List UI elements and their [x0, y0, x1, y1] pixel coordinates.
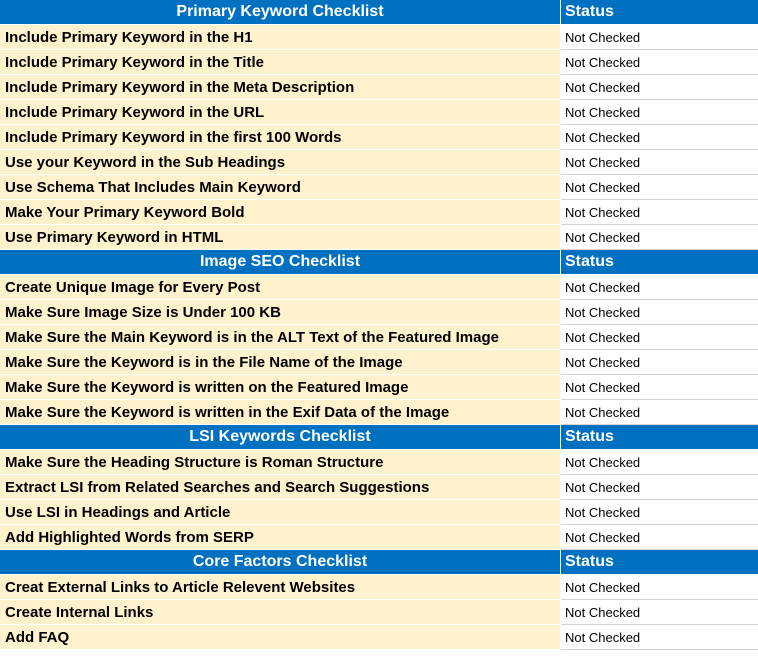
- section-header: [0, 550, 758, 575]
- checklist-item-label[interactable]: Make Sure the Heading Structure is Roman Structure: [0, 450, 561, 474]
- checklist-row: [0, 200, 758, 225]
- checklist-item-label[interactable]: Use LSI in Headings and Article: [0, 500, 561, 524]
- checklist-row: [0, 25, 758, 50]
- status-cell[interactable]: Not Checked: [561, 225, 758, 250]
- checklist-item-label[interactable]: Use your Keyword in the Sub Headings: [0, 150, 561, 174]
- checklist-row: [0, 375, 758, 400]
- checklist-item-label[interactable]: Make Sure the Keyword is written on the Featured Image: [0, 375, 561, 399]
- checklist-row: [0, 225, 758, 250]
- checklist-row: [0, 450, 758, 475]
- checklist-item-label[interactable]: Use Primary Keyword in HTML: [0, 225, 561, 249]
- checklist-row: [0, 100, 758, 125]
- section-core-factors: [0, 550, 758, 650]
- status-cell[interactable]: Not Checked: [561, 75, 758, 100]
- checklist-item-label[interactable]: Make Sure Image Size is Under 100 KB: [0, 300, 561, 324]
- status-cell[interactable]: Not Checked: [561, 450, 758, 475]
- section-image-seo: [0, 250, 758, 425]
- status-cell[interactable]: Not Checked: [561, 625, 758, 650]
- checklist-row: [0, 300, 758, 325]
- checklist-row: [0, 50, 758, 75]
- section-title: LSI Keywords Checklist: [0, 425, 561, 449]
- checklist-row: [0, 325, 758, 350]
- checklist-row: [0, 175, 758, 200]
- checklist-row: [0, 625, 758, 650]
- section-header: [0, 0, 758, 25]
- checklist-row: [0, 275, 758, 300]
- checklist-row: [0, 125, 758, 150]
- checklist-item-label[interactable]: Extract LSI from Related Searches and Search Suggestions: [0, 475, 561, 499]
- checklist-row: [0, 75, 758, 100]
- section-title: Primary Keyword Checklist: [0, 0, 561, 24]
- checklist-item-label[interactable]: Include Primary Keyword in the first 100 Words: [0, 125, 561, 149]
- status-cell[interactable]: Not Checked: [561, 400, 758, 425]
- section-header: [0, 250, 758, 275]
- status-cell[interactable]: Not Checked: [561, 600, 758, 625]
- section-primary-keyword: [0, 0, 758, 250]
- status-cell[interactable]: Not Checked: [561, 500, 758, 525]
- checklist-item-label[interactable]: Creat External Links to Article Relevent Websites: [0, 575, 561, 599]
- status-column-header: Status: [561, 425, 758, 449]
- status-cell[interactable]: Not Checked: [561, 200, 758, 225]
- checklist-row: [0, 350, 758, 375]
- status-cell[interactable]: Not Checked: [561, 125, 758, 150]
- status-cell[interactable]: Not Checked: [561, 325, 758, 350]
- checklist-item-label[interactable]: Make Your Primary Keyword Bold: [0, 200, 561, 224]
- checklist-item-label[interactable]: Make Sure the Keyword is written in the Exif Data of the Image: [0, 400, 561, 424]
- checklist-item-label[interactable]: Include Primary Keyword in the H1: [0, 25, 561, 49]
- checklist-item-label[interactable]: Include Primary Keyword in the Title: [0, 50, 561, 74]
- checklist-item-label[interactable]: Use Schema That Includes Main Keyword: [0, 175, 561, 199]
- checklist-row: [0, 500, 758, 525]
- status-cell[interactable]: Not Checked: [561, 175, 758, 200]
- status-cell[interactable]: Not Checked: [561, 350, 758, 375]
- status-cell[interactable]: Not Checked: [561, 475, 758, 500]
- section-title: Core Factors Checklist: [0, 550, 561, 574]
- checklist-item-label[interactable]: Add Highlighted Words from SERP: [0, 525, 561, 549]
- checklist-row: [0, 525, 758, 550]
- checklist-item-label[interactable]: Create Internal Links: [0, 600, 561, 624]
- checklist-row: [0, 400, 758, 425]
- status-cell[interactable]: Not Checked: [561, 300, 758, 325]
- section-title: Image SEO Checklist: [0, 250, 561, 274]
- status-cell[interactable]: Not Checked: [561, 575, 758, 600]
- status-cell[interactable]: Not Checked: [561, 525, 758, 550]
- status-cell[interactable]: Not Checked: [561, 375, 758, 400]
- status-column-header: Status: [561, 0, 758, 24]
- status-column-header: Status: [561, 550, 758, 574]
- section-header: [0, 425, 758, 450]
- status-column-header: Status: [561, 250, 758, 274]
- checklist-row: [0, 600, 758, 625]
- checklist-item-label[interactable]: Include Primary Keyword in the URL: [0, 100, 561, 124]
- status-cell[interactable]: Not Checked: [561, 275, 758, 300]
- checklist-row: [0, 150, 758, 175]
- checklist-item-label[interactable]: Create Unique Image for Every Post: [0, 275, 561, 299]
- checklist-row: [0, 475, 758, 500]
- status-cell[interactable]: Not Checked: [561, 25, 758, 50]
- section-lsi-keywords: [0, 425, 758, 550]
- checklist-item-label[interactable]: Add FAQ: [0, 625, 561, 649]
- checklist-row: [0, 575, 758, 600]
- checklist-item-label[interactable]: Make Sure the Main Keyword is in the ALT Text of the Featured Image: [0, 325, 561, 349]
- status-cell[interactable]: Not Checked: [561, 150, 758, 175]
- checklist-item-label[interactable]: Include Primary Keyword in the Meta Description: [0, 75, 561, 99]
- status-cell[interactable]: Not Checked: [561, 50, 758, 75]
- checklist-item-label[interactable]: Make Sure the Keyword is in the File Name of the Image: [0, 350, 561, 374]
- status-cell[interactable]: Not Checked: [561, 100, 758, 125]
